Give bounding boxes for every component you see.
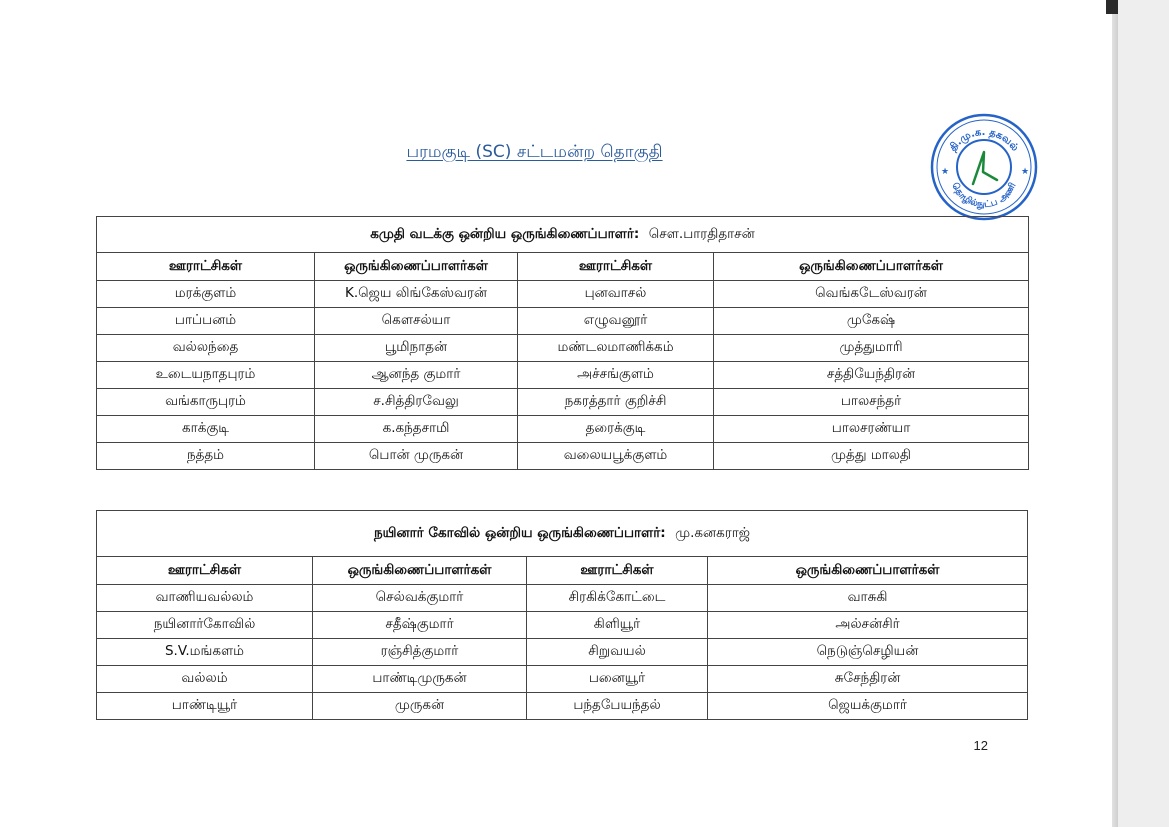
coordinator-cell: முத்துமாரி xyxy=(714,335,1029,362)
union-coordinator-label: நயினார் கோவில் ஒன்றிய ஒருங்கிணைப்பாளர்: xyxy=(374,524,666,541)
stamp-text-bottom: தொழில்நுட்ப அணி xyxy=(949,181,1019,211)
coordinator-cell: பாண்டிமுருகன் xyxy=(313,666,527,693)
column-header-panchayats: ஊராட்சிகள் xyxy=(97,557,313,585)
table-caption xyxy=(97,511,1028,557)
coordinator-cell: நெடுஞ்செழியன் xyxy=(708,639,1028,666)
column-header-coordinators: ஒருங்கிணைப்பாளர்கள் xyxy=(315,253,518,281)
union-coordinator-name: சௌ.பாரதிதாசன் xyxy=(648,225,755,242)
table-row xyxy=(97,443,1029,470)
table-row xyxy=(97,639,1028,666)
column-header-panchayats: ஊராட்சிகள் xyxy=(518,253,714,281)
stamp-text-top: தி.மு.க. தகவல் xyxy=(947,126,1021,154)
panchayat-cell: மண்டலமாணிக்கம் xyxy=(518,335,714,362)
panchayat-cell: பந்தபேயந்தல் xyxy=(527,693,708,720)
panchayat-cell: நத்தம் xyxy=(97,443,315,470)
coordinator-cell: செல்வக்குமார் xyxy=(313,585,527,612)
column-header-coordinators: ஒருங்கிணைப்பாளர்கள் xyxy=(714,253,1029,281)
panchayat-cell: சிரகிக்கோட்டை xyxy=(527,585,708,612)
coordinator-cell: ரஞ்சித்குமார் xyxy=(313,639,527,666)
panchayat-cell: பாப்பனம் xyxy=(97,308,315,335)
column-header-panchayats: ஊராட்சிகள் xyxy=(97,253,315,281)
page-number: 12 xyxy=(973,738,988,753)
table-row xyxy=(97,693,1028,720)
coordinator-cell: அல்சன்சிர் xyxy=(708,612,1028,639)
table-row xyxy=(97,666,1028,693)
panchayat-cell: மரக்குளம் xyxy=(97,281,315,308)
panchayat-cell: வல்லந்தை xyxy=(97,335,315,362)
coordinator-cell: முகேஷ் xyxy=(714,308,1029,335)
table-row xyxy=(97,281,1029,308)
stamp-signature-mark xyxy=(973,152,997,184)
union-coordinator-label: கமுதி வடக்கு ஒன்றிய ஒருங்கிணைப்பாளர்: xyxy=(370,225,640,242)
coordinator-cell: க.கந்தசாமி xyxy=(315,416,518,443)
panchayat-cell: புனவாசல் xyxy=(518,281,714,308)
coordinator-cell: பொன் முருகன் xyxy=(315,443,518,470)
table-row xyxy=(97,612,1028,639)
coordinator-cell: பூமிநாதன் xyxy=(315,335,518,362)
coordinator-cell: முருகன் xyxy=(313,693,527,720)
table-caption xyxy=(97,217,1029,253)
svg-text:★: ★ xyxy=(1021,167,1030,177)
panchayat-cell: அச்சங்குளம் xyxy=(518,362,714,389)
table-header-row xyxy=(97,557,1028,585)
table-row xyxy=(97,362,1029,389)
panchayat-cell: பாண்டியூர் xyxy=(97,693,313,720)
table-row xyxy=(97,416,1029,443)
coordinator-cell: சுசேந்திரன் xyxy=(708,666,1028,693)
coordinator-cell: ச.சித்திரவேலு xyxy=(315,389,518,416)
coordinator-cell: பாலசரண்யா xyxy=(714,416,1029,443)
coordinator-cell: வாசுகி xyxy=(708,585,1028,612)
column-header-panchayats: ஊராட்சிகள் xyxy=(527,557,708,585)
table-row xyxy=(97,585,1028,612)
panchayat-cell: சிறுவயல் xyxy=(527,639,708,666)
coordinator-cell: ஜெயக்குமார் xyxy=(708,693,1028,720)
table-row xyxy=(97,389,1029,416)
panchayat-cell: S.V.மங்களம் xyxy=(97,639,313,666)
panchayat-cell: தரைக்குடி xyxy=(518,416,714,443)
party-stamp-seal xyxy=(929,112,1039,222)
coordinator-cell: பாலசந்தர் xyxy=(714,389,1029,416)
page-edge-shadow xyxy=(1112,0,1118,827)
coordinator-cell: வெங்கடேஸ்வரன் xyxy=(714,281,1029,308)
coordinator-cell: ஆனந்த குமார் xyxy=(315,362,518,389)
column-header-coordinators: ஒருங்கிணைப்பாளர்கள் xyxy=(708,557,1028,585)
panchayat-cell: பனையூர் xyxy=(527,666,708,693)
scan-edge-mark xyxy=(1106,0,1118,14)
panchayat-cell: நயினார்கோவில் xyxy=(97,612,313,639)
panchayat-cell: வங்காருபுரம் xyxy=(97,389,315,416)
coordinator-cell: கௌசல்யா xyxy=(315,308,518,335)
column-header-coordinators: ஒருங்கிணைப்பாளர்கள் xyxy=(313,557,527,585)
table-header-row xyxy=(97,253,1029,281)
union-coordinator-name: மு.கனகராஜ் xyxy=(675,524,751,541)
panchayat-cell: வாணியவல்லம் xyxy=(97,585,313,612)
panchayat-cell: காக்குடி xyxy=(97,416,315,443)
coordinator-cell: முத்து மாலதி xyxy=(714,443,1029,470)
table-caption-row xyxy=(97,511,1028,557)
panchayat-cell: வலையபூக்குளம் xyxy=(518,443,714,470)
panchayat-cell: கிளியூர் xyxy=(527,612,708,639)
table-row xyxy=(97,335,1029,362)
document-title: பரமகுடி (SC) சட்டமன்ற தொகுதி xyxy=(406,142,663,162)
table-row xyxy=(97,308,1029,335)
svg-text:தொழில்நுட்ப அணி xyxy=(949,181,1018,211)
coordinator-cell: K.ஜெய லிங்கேஸ்வரன் xyxy=(315,281,518,308)
svg-text:★: ★ xyxy=(941,167,950,177)
panchayat-cell: எழுவனூர் xyxy=(518,308,714,335)
panchayat-cell: உடையநாதபுரம் xyxy=(97,362,315,389)
table-caption-row xyxy=(97,217,1029,253)
coordinator-cell: சதீஷ்குமார் xyxy=(313,612,527,639)
nainarkovil-coordinators-table xyxy=(96,510,1028,720)
panchayat-cell: நகரத்தார் குறிச்சி xyxy=(518,389,714,416)
panchayat-cell: வல்லம் xyxy=(97,666,313,693)
kamuthi-north-coordinators-table xyxy=(96,216,1029,470)
coordinator-cell: சத்தியேந்திரன் xyxy=(714,362,1029,389)
